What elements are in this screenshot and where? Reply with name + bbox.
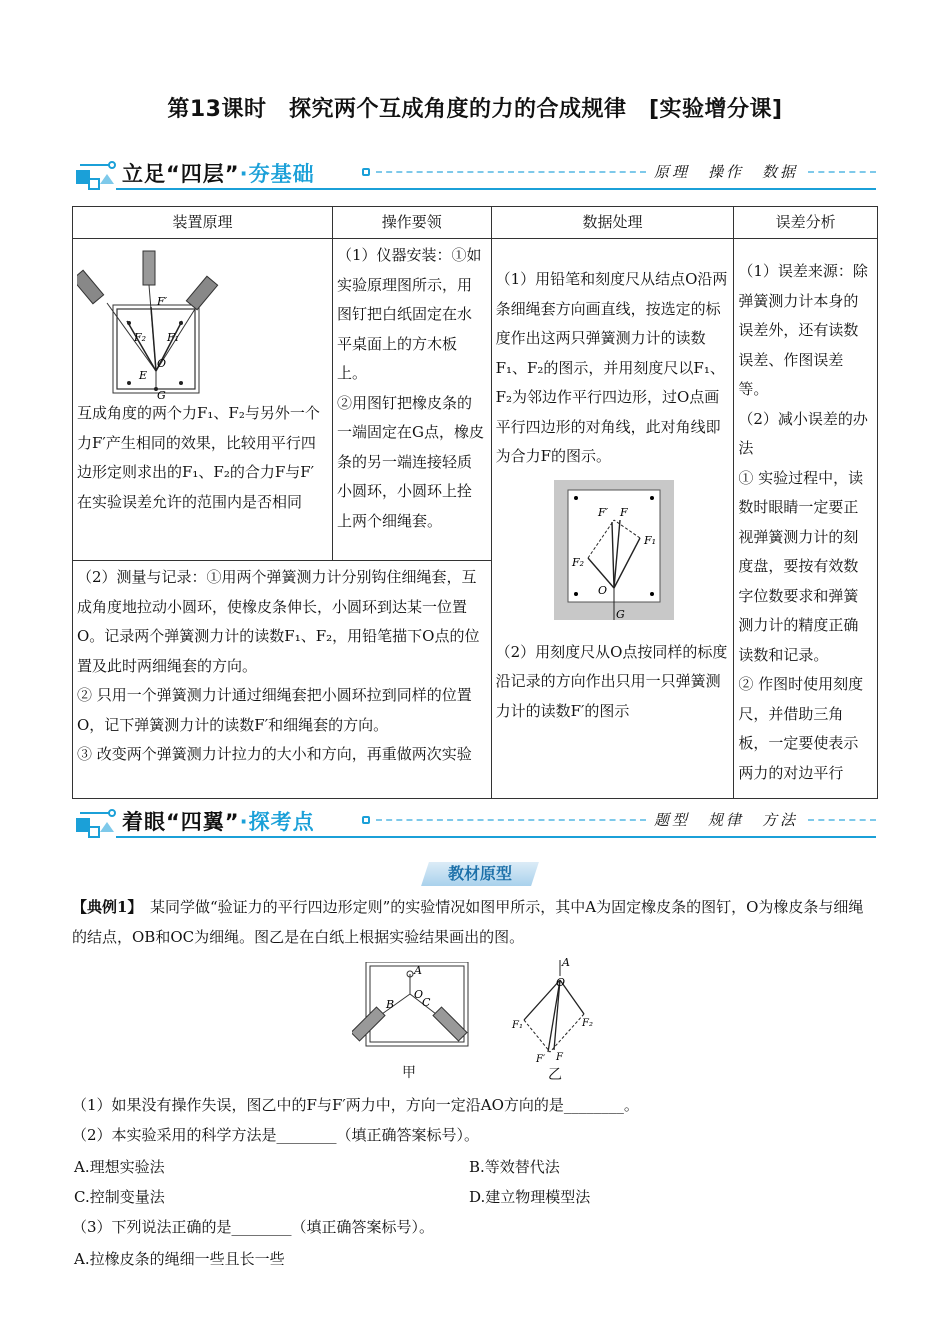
data-step-1: （1）用铅笔和刻度尺从结点O沿两条细绳套方向画直线，按选定的标度作出这两只弹簧测力计的读数F₁、F₂的图示，并用刻度尺以F₁、F₂为邻边作平行四边形，过O点画平行四边形的对角线，此对角线即为合力F的图示。 [495,270,728,465]
figure-yi-caption: 乙 [548,1067,562,1083]
measurement-cell [73,561,492,799]
operation-step-1: （1）仪器安装：①如实验原理图所示，用图钉把白纸固定在水平桌面上的方木板上。 [336,246,482,382]
label-f1: F₁ [643,533,656,547]
spring-scale-top-icon [143,251,155,285]
question-1: （1）如果没有操作失误，图乙中的F与F′两力中，方向一定沿AO方向的是________。 [72,1096,639,1114]
svg-text:F₂: F₂ [582,1018,593,1029]
error-reduce-title: （2）减小误差的办法 [738,409,868,457]
header-data: 数据处理 [491,207,734,239]
header-error: 误差分析 [734,207,878,239]
label-o: O [597,583,607,597]
data-cell [491,239,734,799]
svg-text:C: C [422,996,431,1009]
svg-text:A: A [414,964,422,977]
svg-text:F′: F′ [536,1054,546,1065]
measure-step-2: ② 只用一个弹簧测力计通过细绳套把小圆环拉到同样的位置O，记下弹簧测力计的读数F′和细绳套的方向。 [77,686,472,734]
question-3: （3）下列说法正确的是________（填正确答案标号）。 [72,1218,435,1236]
apparatus-diagram [77,249,227,399]
label-f2: F₂ [571,555,584,569]
example-text: 某同学做“验证力的平行四边形定则”的实验情况如图甲所示，其中A为固定橡皮条的图钉，O为橡皮条与细绳的结点，OB和OC为细绳。图乙是在白纸上根据实验结果画出的图。 [72,898,864,946]
label-g: G [615,607,625,621]
svg-text:O: O [556,976,566,989]
example-label: 【典例1】 [72,898,135,916]
section-header-exam [76,806,876,840]
section-header-foundation [76,158,876,192]
label-f: F [619,505,628,519]
measure-step-3: ③ 改变两个弹簧测力计拉力的大小和方向，再重做两次实验 [77,745,472,763]
error-cell [734,239,878,799]
svg-text:F: F [556,1052,563,1063]
svg-text:O: O [414,988,424,1001]
option-c: C.控制变量法 [74,1188,165,1206]
principle-text: 互成角度的两个力F₁、F₂与另外一个力F′产生相同的效果，比较用平行四边形定则求出的F₁、F₂的合力F与F′在实验误差允许的范围内是否相同 [77,404,320,511]
data-step-2: （2）用刻度尺从O点按同样的标度沿记录的方向作出只用一只弹簧测力计的读数F′的图示 [495,642,728,720]
question-3-option-a: A.拉橡皮条的绳细一些且长一些 [74,1250,285,1268]
principle-cell [73,239,333,561]
experiment-table [72,206,878,799]
figure-jia [352,962,472,1054]
error-reduce-2: ② 作图时使用刻度尺，并借助三角板，一定要使表示两力的对边平行 [738,675,864,782]
spring-scale-left-icon [77,270,104,304]
option-b: B.等效替代法 [469,1158,560,1176]
operation-step-2: ②用图钉把橡皮条的一端固定在G点，橡皮条的另一端连接轻质小圆环，小圆环上拴上两个细绳套。 [336,393,484,530]
label-e: E [139,369,148,382]
label-fprime: F′ [157,295,168,308]
label-fprime: F′ [597,505,608,519]
measure-step-1: （2）测量与记录：①用两个弹簧测力计分别钩住细绳套，互成角度地拉动小圆环，使橡皮条伸长，小圆环到达某一位置O。记录两个弹簧测力计的读数F₁、F₂，用铅笔描下O点的位置及此时两细绳套的方向。 [77,568,480,675]
operation-cell [332,239,491,561]
label-o: O [157,357,167,370]
section-title: 立足“四层”·夯基础 [122,162,315,186]
example-paragraph [72,892,878,952]
header-principle: 装置原理 [73,207,333,239]
label-g: G [157,389,166,399]
figure-jia-caption: 甲 [402,1065,416,1081]
svg-text:F₁: F₁ [512,1020,523,1031]
parallelogram-diagram [554,480,674,630]
figure-yi [510,956,600,1066]
header-operation: 操作要领 [332,207,491,239]
page-title: 第13课时 探究两个互成角度的力的合成规律 [实验增分课] [167,97,783,122]
question-2: （2）本实验采用的科学方法是________（填正确答案标号）。 [72,1126,480,1144]
spring-scale-right-icon [186,276,217,310]
svg-text:A: A [562,956,570,969]
option-d: D.建立物理模型法 [469,1188,591,1206]
error-source: （1）误差来源：除弹簧测力计本身的误差外，还有读数误差、作图误差等。 [738,262,868,398]
section-tags: 原理 操作 数据 [653,163,798,181]
svg-text:B: B [386,998,395,1011]
option-a: A.理想实验法 [74,1158,165,1176]
label-f2: F₂ [134,331,147,344]
section-title: 着眼“四翼”·探考点 [122,810,315,834]
section-tags: 题型 规律 方法 [653,811,798,829]
label-f1: F₁ [167,331,180,344]
error-reduce-1: ① 实验过程中，读数时眼睛一定要正视弹簧测力计的刻度盘，要按有效数字位数要求和弹簧测力计的精度正确读数和记录。 [738,468,864,664]
badge-label: 教材原型 [447,864,512,883]
